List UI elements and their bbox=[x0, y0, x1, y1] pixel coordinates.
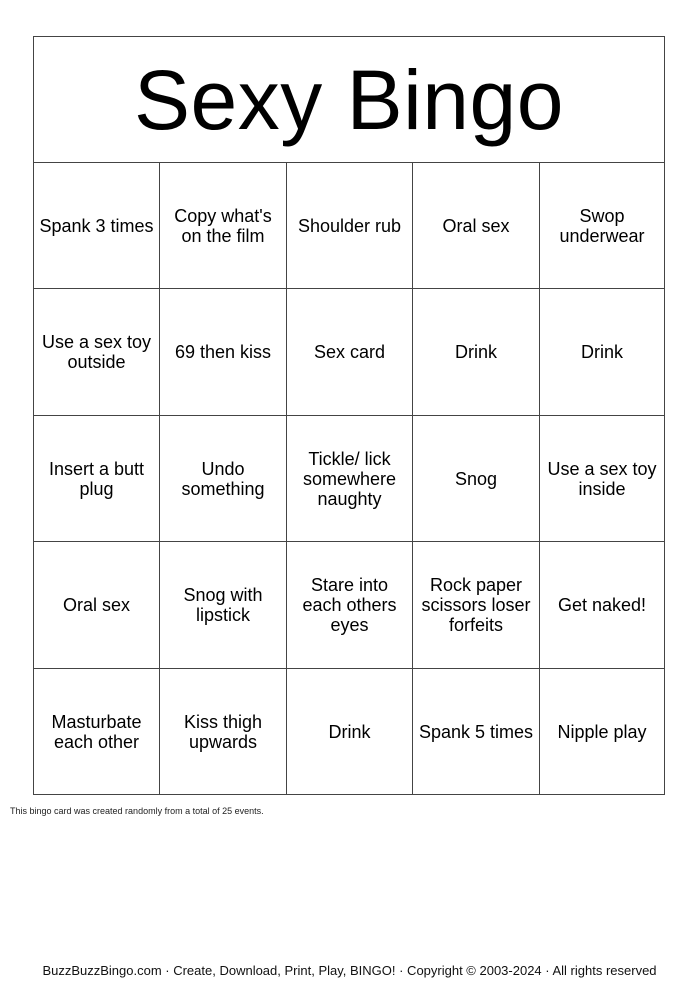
bingo-cell: Snog with lipstick bbox=[160, 542, 287, 669]
generation-note: This bingo card was created randomly from a total of 25 events. bbox=[10, 806, 264, 816]
bingo-cell: Drink bbox=[413, 289, 540, 416]
bingo-card bbox=[33, 36, 665, 795]
bingo-cell: Stare into each others eyes bbox=[287, 542, 413, 669]
bingo-cell: Drink bbox=[540, 289, 664, 416]
bingo-cell: Spank 3 times bbox=[34, 163, 160, 289]
page-footer: BuzzBuzzBingo.com · Create, Download, Print, Play, BINGO! · Copyright © 2003-2024 · All rights reserved bbox=[42, 963, 657, 978]
bingo-cell: Spank 5 times bbox=[413, 669, 540, 794]
bingo-cell: Oral sex bbox=[413, 163, 540, 289]
bingo-cell: Copy what's on the film bbox=[160, 163, 287, 289]
bingo-cell: Sex card bbox=[287, 289, 413, 416]
bingo-cell: Nipple play bbox=[557, 721, 647, 742]
bingo-grid bbox=[34, 163, 664, 794]
bingo-cell: Drink bbox=[287, 669, 413, 794]
bingo-cell: Snog bbox=[413, 416, 540, 542]
bingo-cell: Insert a butt plug bbox=[34, 416, 160, 542]
bingo-cell: Use a sex toy outside bbox=[34, 289, 160, 416]
bingo-cell: 69 then kiss bbox=[160, 289, 287, 416]
bingo-cell: Oral sex bbox=[34, 542, 160, 669]
bingo-cell: Swop underwear bbox=[540, 163, 664, 289]
bingo-cell: Kiss thigh upwards bbox=[160, 669, 287, 794]
bingo-cell: Use a sex toy inside bbox=[540, 416, 664, 542]
bingo-cell: Undo something bbox=[160, 416, 287, 542]
bingo-cell: Tickle/ lick somewhere naughty bbox=[287, 416, 413, 542]
bingo-cell: Rock paper scissors loser forfeits bbox=[413, 542, 540, 669]
bingo-cell: Masturbate each other bbox=[34, 669, 160, 794]
card-title: Sexy Bingo bbox=[34, 37, 664, 163]
bingo-cell: Shoulder rub bbox=[287, 163, 413, 289]
bingo-cell: Get naked! bbox=[540, 542, 664, 669]
